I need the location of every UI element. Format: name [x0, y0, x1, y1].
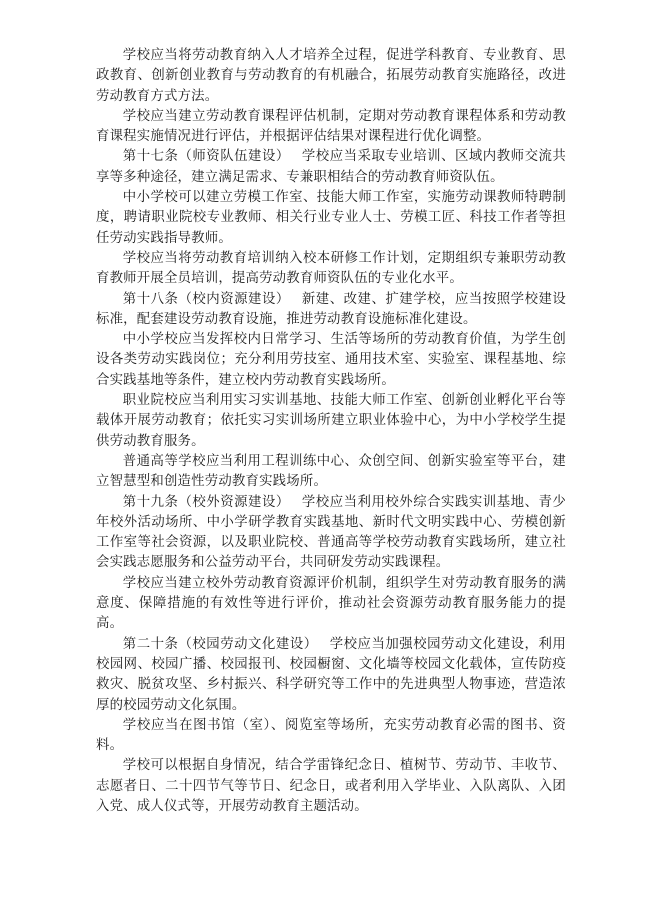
article-body: 学校应当采取专业培训、区域内教师交流共享等多种途径，建立满足需求、专兼职相结合的劳动教育师资队伍。 [96, 149, 566, 185]
article-body: 学校应当加强校园劳动文化建设，利用校园网、校园广播、校园报刊、校园橱窗、文化墙等校园文化载体，宣传防疫救灾、脱贫攻坚、乡村振兴、科学研究等工作中的先进典型人物事迹，营造浓厚的校园劳动文化氛围。 [96, 636, 566, 713]
paragraph: 普通高等学校应当利用工程训练中心、众创空间、创新实验室等平台，建立智慧型和创造性劳动教育实践场所。 [96, 453, 566, 490]
paragraph: 中小学校应当发挥校内日常学习、生活等场所的劳动教育价值，为学生创设各类劳动实践岗位；充分利用劳技室、通用技术室、实验室、课程基地、综合实践基地等条件，建立校内劳动教育实践场所。 [96, 332, 566, 388]
article-heading: 第十九条（校外资源建设） [122, 494, 290, 510]
article-body: 学校应当利用校外综合实践实训基地、青少年校外活动场所、中小学研学教育实践基地、新时代文明实践中心、劳模创新工作室等社会资源，以及职业院校、普通高等学校劳动教育实践场所，建立社会实践志愿服务和公益劳动平台，共同研发劳动实践课程。 [96, 494, 566, 571]
paragraph: 学校可以根据自身情况，结合学雷锋纪念日、植树节、劳动节、丰收节、志愿者日、二十四节气等节日、纪念日，或者利用入学毕业、入队离队、入团入党、成人仪式等，开展劳动教育主题活动。 [96, 758, 566, 814]
paragraph: 学校应当建立校外劳动教育资源评价机制，组织学生对劳动教育服务的满意度、保障措施的有效性等进行评价，推动社会资源劳动教育服务能力的提高。 [96, 575, 566, 632]
paragraph: 中小学校可以建立劳模工作室、技能大师工作室，实施劳动课教师特聘制度，聘请职业院校专业教师、相关行业专业人士、劳模工匠、科技工作者等担任劳动实践指导教师。 [96, 190, 566, 246]
article-paragraph [96, 147, 566, 188]
document-page [96, 46, 566, 817]
article-heading: 第二十条（校园劳动文化建设） [122, 636, 318, 652]
paragraph: 学校应当在图书馆（室）、阅览室等场所，充实劳动教育必需的图书、资料。 [96, 717, 566, 754]
paragraph: 学校应当将劳动教育纳入人才培养全过程，促进学科教育、专业教育、思政教育、创新创业教育与劳动教育的有机融合，拓展劳动教育实施路径，改进劳动教育方式方法。 [96, 48, 566, 104]
article-body: 新建、改建、扩建学校，应当按照学校建设标准，配套建设劳动教育设施，推进劳动教育设施标准化建设。 [96, 291, 566, 327]
article-paragraph [96, 493, 566, 574]
paragraph: 学校应当建立劳动教育课程评估机制，定期对劳动教育课程体系和劳动教育课程实施情况进行评估，并根据评估结果对课程进行优化调整。 [96, 108, 566, 145]
article-paragraph [96, 290, 566, 331]
paragraph: 职业院校应当利用实习实训基地、技能大师工作室、创新创业孵化平台等载体开展劳动教育；依托实习实训场所建立职业体验中心，为中小学校学生提供劳动教育服务。 [96, 393, 566, 449]
article-paragraph [96, 635, 566, 716]
paragraph: 学校应当将劳动教育培训纳入校本研修工作计划，定期组织专兼职劳动教育教师开展全员培训，提高劳动教育师资队伍的专业化水平。 [96, 250, 566, 287]
article-heading: 第十八条（校内资源建设） [122, 291, 290, 307]
article-heading: 第十七条（师资队伍建设） [122, 149, 290, 165]
